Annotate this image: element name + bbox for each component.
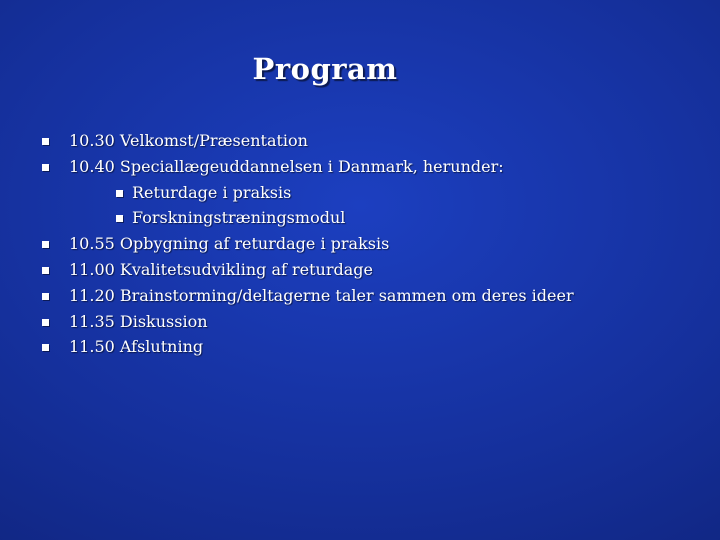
slide-title: Program [252, 52, 398, 86]
agenda-item [0, 156, 720, 182]
agenda-item-text: 11.00 Kvalitetsudvikling af returdage [69, 259, 373, 279]
agenda-item-text: 10.30 Velkomst/Præsentation [69, 131, 308, 150]
square-bullet-icon [42, 319, 49, 326]
agenda-item-text: 11.20 Brainstorming/deltagerne taler sammen om deres ideer [69, 285, 574, 305]
agenda-item-text: 11.35 Diskussion [69, 311, 208, 331]
agenda-item-text: 11.50 Afslutning [69, 337, 204, 357]
agenda-item [0, 285, 720, 311]
agenda-item [0, 233, 720, 259]
square-bullet-icon [42, 164, 49, 171]
agenda-subitem-text: Returdage i praksis [132, 182, 292, 202]
agenda-item-text: 10.40 Speciallægeuddannelsen i Danmark, herunder: [69, 156, 504, 176]
square-bullet-icon [42, 267, 49, 274]
agenda-item [0, 311, 720, 337]
agenda-item-text: 10.55 Opbygning af returdage i praksis [69, 234, 390, 254]
square-bullet-icon [42, 138, 49, 145]
square-bullet-icon [42, 293, 49, 300]
agenda-item [0, 259, 720, 285]
agenda-subitem [0, 207, 720, 233]
agenda-subitem-text: Forskningstræningsmodul [132, 208, 346, 228]
square-bullet-icon [116, 190, 123, 197]
square-bullet-icon [42, 241, 49, 248]
square-bullet-icon [116, 215, 123, 222]
agenda-item [0, 336, 720, 362]
agenda-subitem [0, 182, 720, 208]
agenda-item [0, 130, 720, 156]
square-bullet-icon [42, 344, 49, 351]
agenda-list [0, 130, 720, 362]
